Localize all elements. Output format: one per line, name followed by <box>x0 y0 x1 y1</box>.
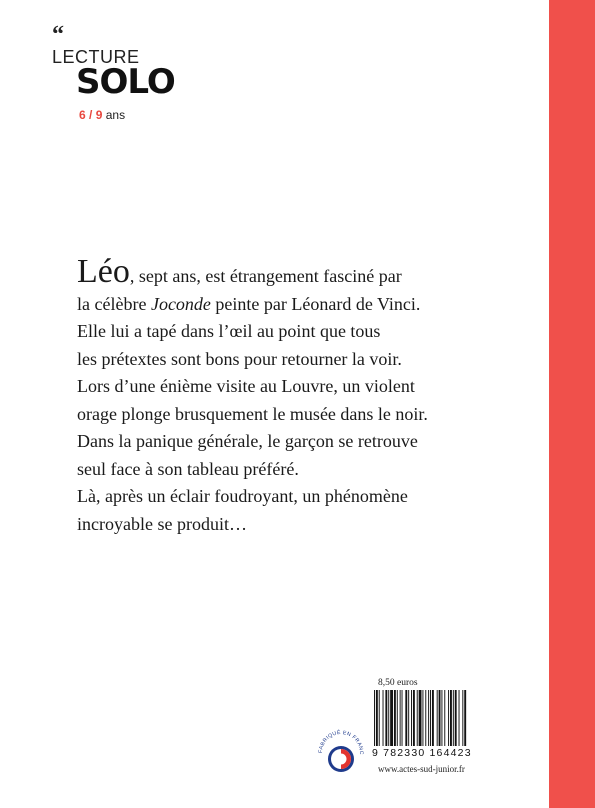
blurb-line: orage plonge brusquement le musée dans le noir. <box>77 403 428 424</box>
made-in-france-text: FABRIQUÉ EN FRANC <box>317 729 365 755</box>
blurb-line: Elle lui a tapé dans l’œil au point que tous <box>77 321 381 341</box>
blurb-line <box>77 291 477 319</box>
logo-lecture-text: LECTURE <box>52 47 140 67</box>
blurb-line: Là, après un éclair foudroyant, un phénomène <box>77 486 408 506</box>
publisher-url: www.actes-sud-junior.fr <box>378 764 465 774</box>
age-from: 6 <box>79 108 86 122</box>
logo-solo-text: SOLO <box>76 62 175 102</box>
blurb-text: peinte par Léonard de Vinci. <box>210 293 421 314</box>
blurb-line: Dans la panique générale, le garçon se retrouve <box>77 431 418 451</box>
blurb-line: seul face à son tableau préféré. <box>77 458 299 479</box>
age-to: 9 <box>95 108 103 122</box>
quote-mark: “ <box>52 22 64 48</box>
blurb-text: , sept ans, est étrangement fasciné par <box>129 266 402 286</box>
blurb-line: les prétextes sont bons pour retourner la voir. <box>77 348 402 369</box>
age-unit: ans <box>105 108 126 122</box>
blurb-dropcap: Léo <box>77 253 130 290</box>
age-range <box>79 108 125 122</box>
barcode <box>372 690 500 746</box>
blurb-text: la célèbre <box>77 293 151 314</box>
blurb-line: incroyable se produit… <box>77 513 247 534</box>
blurb-line: Lors d’une énième visite au Louvre, un violent <box>77 376 415 396</box>
blurb-italic-title: Joconde <box>150 293 211 314</box>
red-spine-band <box>549 0 595 808</box>
isbn-number: 9 782330 164423 <box>372 747 472 759</box>
price-label: 8,50 euros <box>378 678 418 688</box>
age-separator: / <box>89 108 93 122</box>
fabrique-en-france-logo <box>313 723 369 779</box>
barcode-block <box>372 690 500 760</box>
back-cover-blurb <box>77 253 477 538</box>
blurb-line <box>77 253 477 291</box>
